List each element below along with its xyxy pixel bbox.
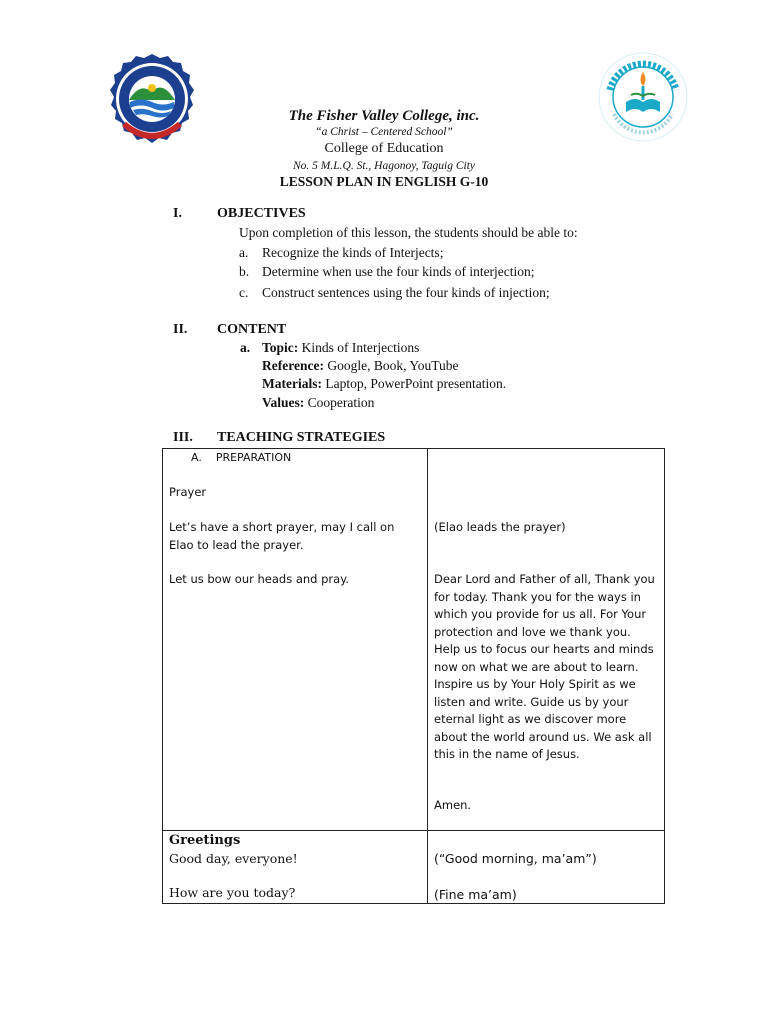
- objectives-intro: Upon completion of this lesson, the students should be able to:: [239, 225, 578, 240]
- teacher-cell: [163, 831, 428, 904]
- reference-line: [262, 358, 459, 374]
- reference-value: Google, Book, YouTube: [327, 358, 459, 373]
- teaching-strategies-table: [162, 448, 665, 904]
- topic-label: Topic:: [262, 340, 299, 355]
- student-answer-text: (Fine ma’am): [434, 887, 517, 902]
- content-marker: a.: [240, 340, 251, 355]
- prayer-text: Dear Lord and Father of all, Thank you for today. Thank you for the ways in which you provide for us all. For Your protection and love we thank you. Help us to focus our hearts and minds now on what we are about to learn. Inspire us by Your Holy Spirit as we listen and write. Guide us by your eternal light as we discover more about the world around us. We ask all this in the name of Jesus.: [434, 572, 655, 761]
- table-row: [163, 449, 665, 831]
- values-label: Values:: [262, 395, 305, 410]
- content-heading: [173, 322, 286, 338]
- topic-line: [262, 340, 419, 356]
- materials-value: Laptop, PowerPoint presentation.: [325, 376, 507, 391]
- strategies-number: III.: [173, 430, 193, 445]
- objective-marker: a.: [239, 245, 249, 260]
- objective-item: [239, 245, 443, 261]
- objectives-heading: [173, 206, 306, 222]
- department-name: College of Education: [324, 141, 444, 156]
- reference-label: Reference:: [262, 358, 324, 373]
- student-cell: [428, 831, 665, 904]
- objective-item: [239, 285, 550, 301]
- student-cell: [428, 449, 665, 831]
- objectives-number: I.: [173, 206, 182, 221]
- college-tagline: “a Christ – Centered School”: [315, 126, 453, 138]
- teacher-call-text: Let’s have a short prayer, may I call on Elao to lead the prayer.: [169, 520, 395, 552]
- content-title: CONTENT: [217, 322, 287, 337]
- student-lead-text: (Elao leads the prayer): [434, 520, 566, 534]
- college-name: The Fisher Valley College, inc.: [288, 108, 480, 124]
- college-of-education-logo: [596, 50, 690, 144]
- teacher-ask-text: How are you today?: [169, 885, 296, 900]
- content-number: II.: [173, 322, 188, 337]
- college-address: No. 5 M.L.Q. St., Hagonoy, Taguig City: [293, 160, 475, 172]
- objectives-title: OBJECTIVES: [217, 206, 306, 221]
- lesson-plan-title: LESSON PLAN IN ENGLISH G-10: [279, 174, 489, 189]
- objective-text: Recognize the kinds of Interjects;: [262, 245, 444, 260]
- values-line: [262, 395, 374, 411]
- objective-marker: b.: [239, 264, 250, 279]
- materials-label: Materials:: [262, 376, 322, 391]
- greetings-heading: Greetings: [169, 833, 241, 848]
- materials-line: [262, 376, 506, 392]
- topic-value: Kinds of Interjections: [301, 340, 420, 355]
- table-row: [163, 831, 665, 904]
- amen-text: Amen.: [434, 798, 472, 812]
- values-value: Cooperation: [307, 395, 375, 410]
- student-greet-text: (“Good morning, ma’am”): [434, 851, 597, 866]
- objective-text: Determine when use the four kinds of interjection;: [262, 264, 535, 279]
- preparation-heading: A. PREPARATION: [191, 451, 292, 464]
- strategies-title: TEACHING STRATEGIES: [217, 430, 386, 445]
- teacher-greet-text: Good day, everyone!: [169, 851, 298, 866]
- strategies-heading: [173, 430, 385, 446]
- teacher-cell: [163, 449, 428, 831]
- prayer-label: Prayer: [169, 485, 207, 499]
- teacher-bow-text: Let us bow our heads and pray.: [169, 572, 350, 586]
- objective-marker: c.: [239, 285, 249, 300]
- objective-item: [239, 264, 535, 280]
- objective-text: Construct sentences using the four kinds of injection;: [262, 285, 550, 300]
